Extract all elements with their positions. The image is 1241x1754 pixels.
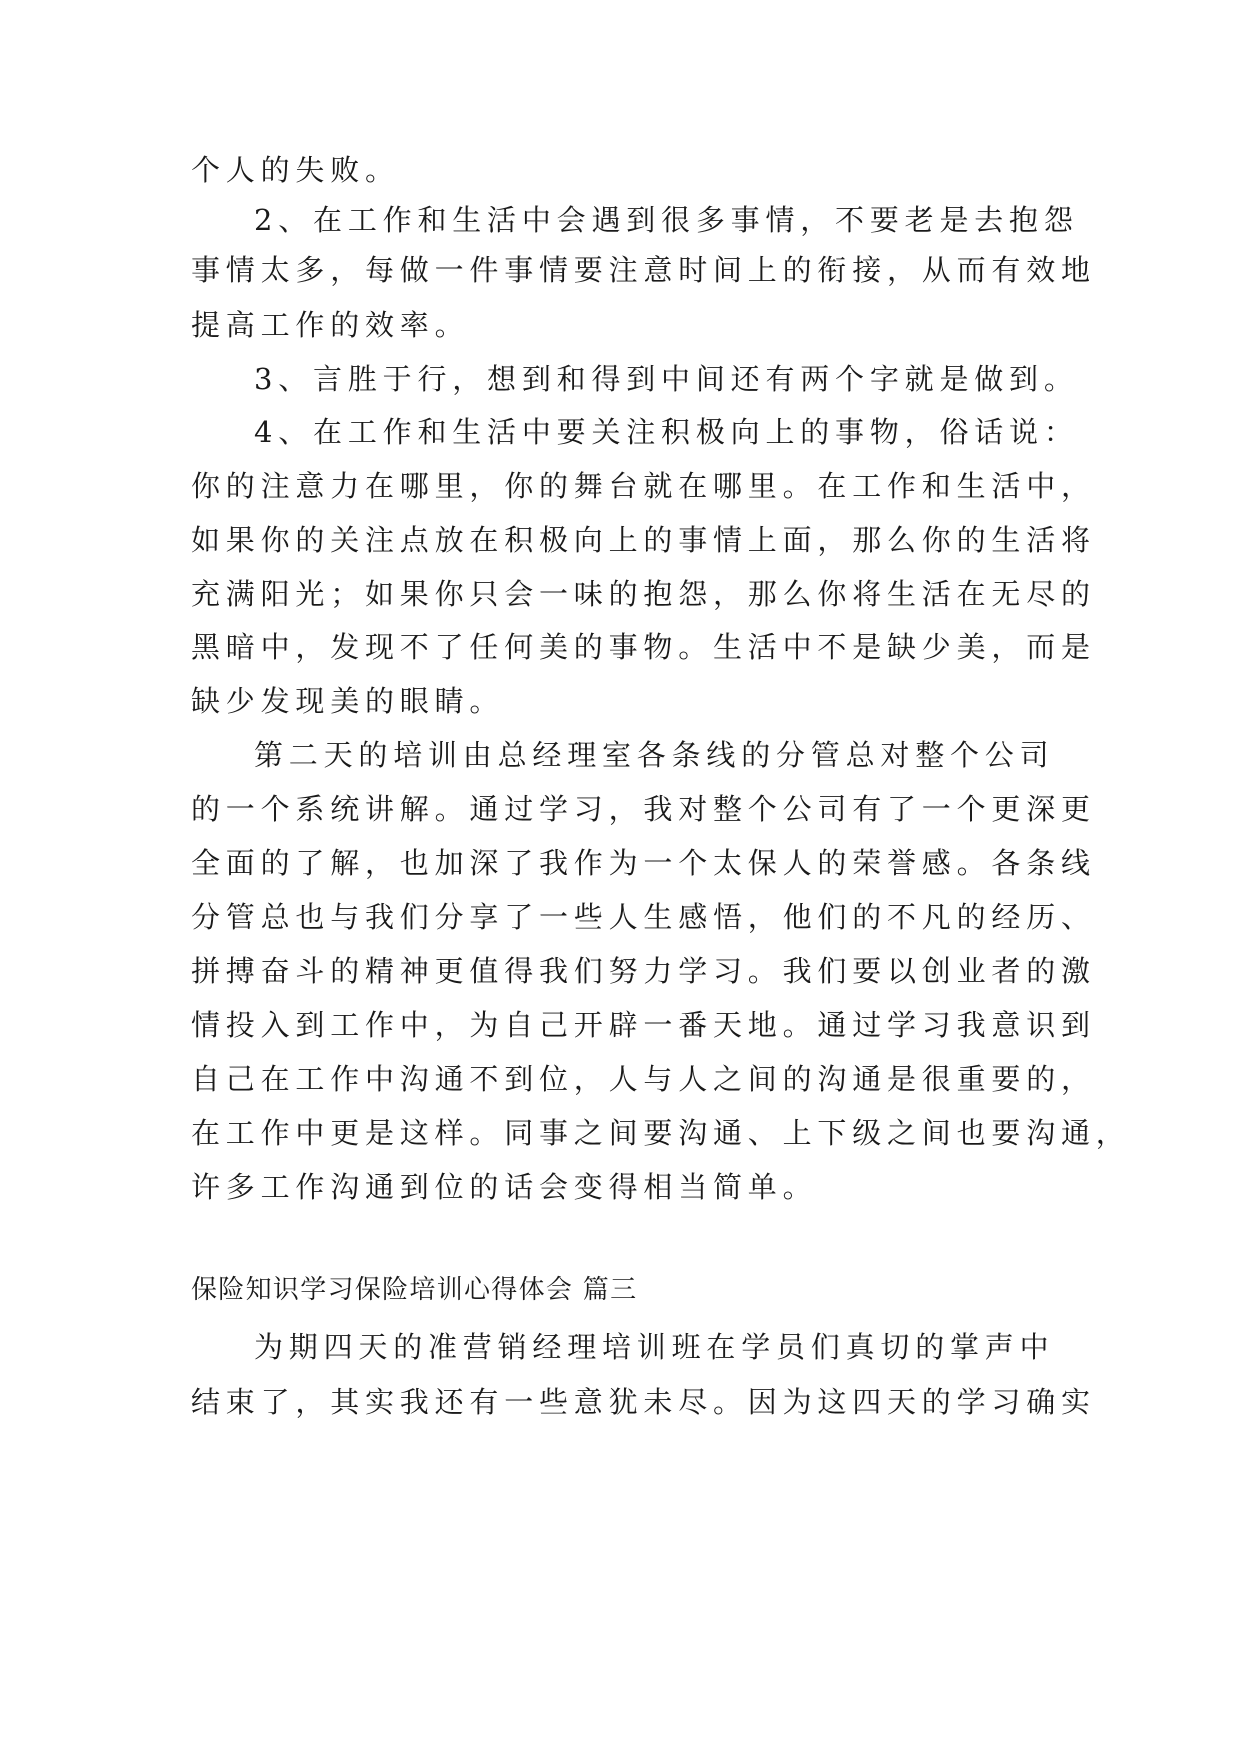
text-line: 如果你的关注点放在积极向上的事情上面，那么你的生活将	[191, 523, 1096, 557]
text-line: 结束了，其实我还有一些意犹未尽。因为这四天的学习确实	[191, 1385, 1096, 1419]
text-line: 充满阳光；如果你只会一味的抱怨，那么你将生活在无尽的	[191, 577, 1096, 611]
text-line: 4、在工作和生活中要关注积极向上的事物，俗话说：	[254, 415, 1079, 449]
text-line: 2、在工作和生活中会遇到很多事情，不要老是去抱怨	[254, 203, 1079, 237]
section-heading: 保险知识学习保险培训心得体会 篇三	[191, 1275, 638, 1305]
text-line: 3、言胜于行，想到和得到中间还有两个字就是做到。	[254, 362, 1079, 396]
text-line: 分管总也与我们分享了一些人生感悟，他们的不凡的经历、	[191, 900, 1096, 934]
text-line: 个人的失败。	[191, 153, 400, 187]
text-line: 提高工作的效率。	[191, 308, 470, 342]
text-line: 情投入到工作中，为自己开辟一番天地。通过学习我意识到	[191, 1008, 1096, 1042]
text-line: 黑暗中，发现不了任何美的事物。生活中不是缺少美，而是	[191, 630, 1096, 664]
text-line: 缺少发现美的眼睛。	[191, 684, 505, 718]
text-line: 许多工作沟通到位的话会变得相当简单。	[191, 1170, 818, 1204]
text-line: 事情太多，每做一件事情要注意时间上的衔接，从而有效地	[191, 253, 1096, 287]
text-line: 全面的了解，也加深了我作为一个太保人的荣誉感。各条线	[191, 846, 1096, 880]
text-line: 你的注意力在哪里，你的舞台就在哪里。在工作和生活中，	[191, 469, 1096, 503]
text-line: 在工作中更是这样。同事之间要沟通、上下级之间也要沟通，	[191, 1116, 1131, 1150]
text-line: 自己在工作中沟通不到位，人与人之间的沟通是很重要的，	[191, 1062, 1096, 1096]
text-line: 为期四天的准营销经理培训班在学员们真切的掌声中	[254, 1330, 1055, 1364]
text-line: 第二天的培训由总经理室各条线的分管总对整个公司	[254, 738, 1055, 772]
text-line: 的一个系统讲解。通过学习，我对整个公司有了一个更深更	[191, 792, 1096, 826]
text-line: 拼搏奋斗的精神更值得我们努力学习。我们要以创业者的激	[191, 954, 1096, 988]
